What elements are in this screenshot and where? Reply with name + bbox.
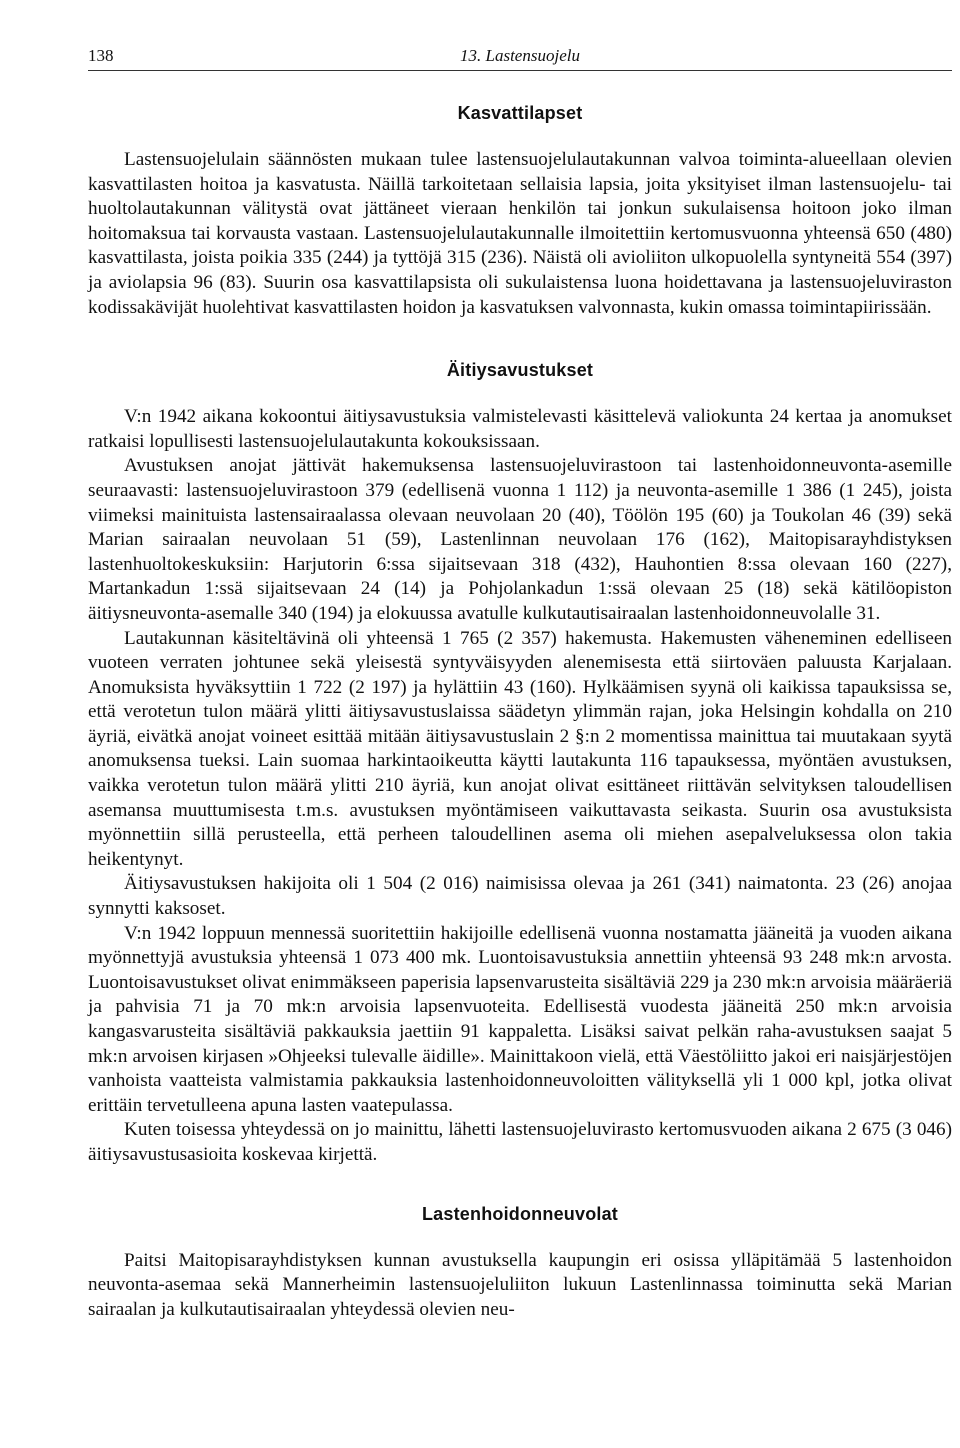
- section-body-aitiysavustukset: [88, 405, 952, 1167]
- section-body-kasvattilapset: [88, 148, 952, 320]
- page-number: 138: [88, 46, 114, 65]
- document-page: [88, 36, 952, 1322]
- header-rule: [88, 70, 952, 71]
- section-heading-lastenhoidonneuvolat: Lastenhoidonneuvolat: [421, 1203, 618, 1224]
- paragraph: V:n 1942 aikana kokoontui äitiysavustuksia valmistelevasti käsittelevä valiokunta 24 kertaa ja anomukset ratkaisi lopullisesti lastensuojelulautakunta kokouksissaan.: [88, 406, 952, 452]
- paragraph: Avustuksen anojat jättivät hakemuksensa lastensuojeluvirastoon tai lastenhoidonneuvonta-asemille seuraavasti: lastensuojeluvirastoon 379 (edellisenä vuonna 1 112) ja neuvonta-asemille 1 386 (1 245), joista viimeksi mainituista lastensairaalassa olevaan neuvolaan 20 (40), Töölön 195 (60) ja Toukolan 46 (39) sekä Marian sairaalan neuvolaan 51 (59), Lastenlinnan neuvolaan 176 (162), Maitopisarayhdistyksen lastenhuoltokeskuksiin: Harjutorin 6:ssa sijaitsevaan 318 (432), Hauhontien 8:ssa olevaan 160 (227), Martankadun 1:ssä sijaitsevaan 24 (14) ja Pohjolankadun 1:ssä olevaan 25 (18) sekä kätilöopiston äitiysneuvonta-asemalle 340 (194) ja elokuussa avatulle kulkutautisairaalan lastenhoidonneuvolalle 31.: [88, 455, 952, 624]
- section-heading-aitiysavustukset: Äitiysavustukset: [446, 360, 594, 381]
- chapter-title: 13. Lastensuojelu: [460, 46, 580, 65]
- paragraph: Kuten toisessa yhteydessä on jo mainittu, lähetti lastensuojeluvirasto kertomusvuoden aikana 2 675 (3 046) äitiysavustusasioita koskevaa kirjettä.: [88, 1119, 952, 1165]
- paragraph: Lautakunnan käsiteltävinä oli yhteensä 1 765 (2 357) hakemusta. Hakemusten väheneminen edelliseen vuoteen verraten johtunee sekä yleisestä syntyväisyyden alenemisesta että siirtoväen paluusta Karjalaan. Anomuksista hyväksyttiin 1 722 (2 197) ja hylättiin 43 (160). Hylkäämisen syynä oli kaikissa tapauksissa se, että verotetun tulon määrä ylitti äitiysavustuslaissa säädetyn ylimmän rajan, joka Helsingin kohdalla on 210 äyriä, eivätkä anojat voineet esittää mitään äitiysavustuslain 2 §:n 2 momentissa mainittua tai muutakaan syytä anomuksensa tueksi. Lain suomaa harkintaoikeutta käytti lautakunta 116 tapauksessa, myöntäen avustuksen, vaikka verotetun tulon määrä ylitti 210 äyriä, kun anojat olivat esittäneet riittävän selvityksen taloudellisen asemansa muuttumisesta t.m.s. avustuksen myöntämiseen vaikuttavasta seikasta. Suurin osa avustuksista myönnettiin sillä perusteella, että perheen taloudellinen asema oli miehen asepalveluksessa olon takia heikentynyt.: [88, 627, 952, 870]
- running-head: [88, 36, 952, 66]
- paragraph: Lastensuojelulain säännösten mukaan tulee lastensuojelulautakunnan valvoa toiminta-alueellaan olevien kasvattilasten hoitoa ja kasvatusta. Näillä tarkoitetaan sellaisia lapsia, joita yksityiset ilman lastensuojelu- tai huoltolautakunnan välitystä ovat jättäneet vieraan henkilön tai jonkun sukulaisensa hoitoon joko ilman hoitomaksua tai korvausta vastaan. Lastensuojelulautakunnalle ilmoitettiin kertomusvuonna yhteensä 650 (480) kasvattilasta, joista poikia 335 (244) ja tyttöjä 315 (236). Näistä oli avioliiton ulkopuolella syntyneitä 554 (397) ja aviolapsia 96 (83). Suurin osa kasvattilapsista oli sukulaistensa luona hoidettavana ja lastensuojeluviraston kodissakävijät huolehtivat kasvattilasten hoidon ja kasvatuksen valvonnasta, kukin omassa toimintapiirissään.: [88, 149, 952, 318]
- paragraph: Paitsi Maitopisarayhdistyksen kunnan avustuksella kaupungin eri osissa ylläpitämää 5 lastenhoidon neuvonta-asemaa sekä Mannerheimin lastensuojeluliiton lukuun Lastenlinnassa toiminutta sekä Marian sairaalan ja kulkutautisairaalan yhteydessä olevien neu-: [88, 1249, 952, 1320]
- paragraph: Äitiysavustuksen hakijoita oli 1 504 (2 016) naimisissa olevaa ja 261 (341) naimatonta. 23 (26) anojaa synnytti kaksoset.: [88, 873, 952, 920]
- section-body-lastenhoidonneuvolat: [88, 1249, 952, 1323]
- paragraph: V:n 1942 loppuun mennessä suoritettiin hakijoille edellisenä vuonna nostamatta jääneitä ja vuoden aikana myönnettyjä avustuksia yhteensä 1 073 400 mk. Luontoisavustuksia annettiin yhteensä 93 248 mk:n arvosta. Luontoisavustukset olivat enimmäkseen paperisia lapsenvarusteita sisältäviä 229 ja 230 mk:n arvoisia määräeriä ja pahvisia 71 ja 70 mk:n arvoisia lapsenvuoteita. Edellisestä vuodesta jääneitä 250 mk:n arvoisia kangasvarusteita sisältäviä pakkauksia jaettiin 91 kappaletta. Lisäksi saivat pelkän raha-avustuksen saajat 5 mk:n arvoisen kirjasen »Ohjeeksi tulevalle äidille». Mainittakoon vielä, että Väestöliitto jakoi eri naisjärjestöjen vanhoista vaatteista valmistamia pakkauksia lastenhoidonneuvoloitten välityksellä yli 1 000 kpl, jotka olivat erittäin tervetulleena apuna lasten vaatepulassa.: [88, 922, 952, 1116]
- section-heading-kasvattilapset: Kasvattilapset: [457, 103, 583, 123]
